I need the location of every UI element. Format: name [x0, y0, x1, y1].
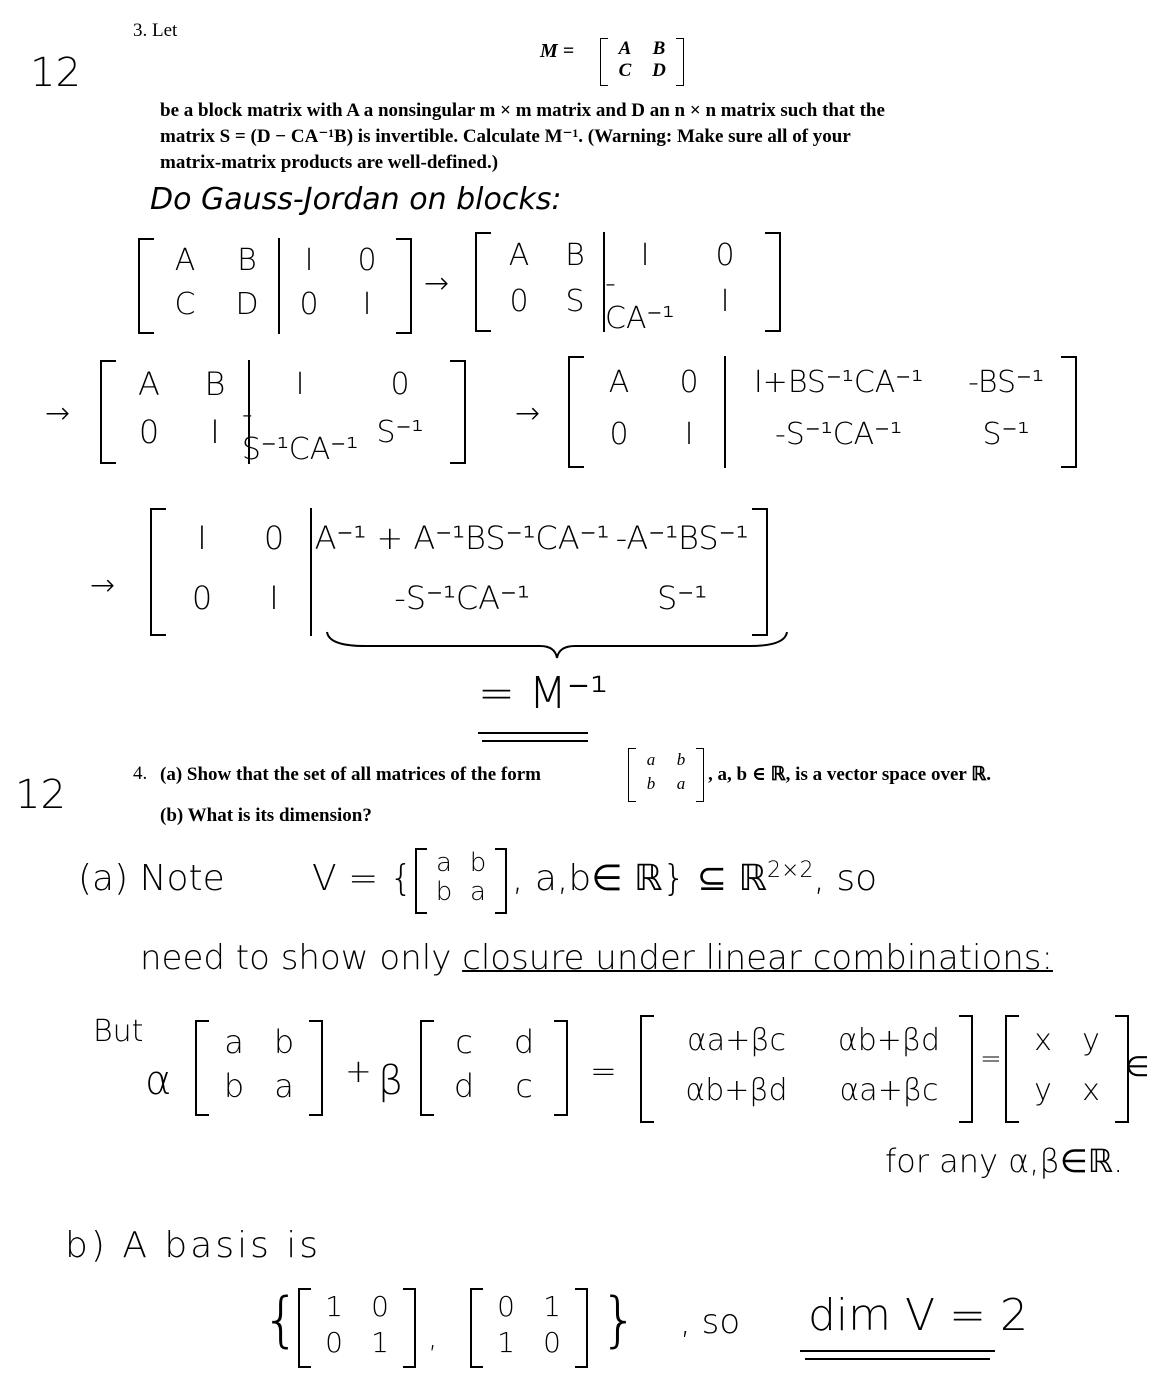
- matrix-cd: [420, 1020, 568, 1116]
- matrix-cell: 0: [325, 1325, 343, 1359]
- matrix-cell: I: [295, 366, 305, 402]
- matrix-cell: 0: [390, 366, 410, 402]
- matrix-cell: a: [470, 876, 486, 907]
- matrix-cell: C: [618, 60, 632, 81]
- matrix-cell: 0: [543, 1325, 561, 1359]
- grade-score-problem-3: 12: [30, 50, 81, 96]
- matrix-cell: A: [618, 38, 632, 59]
- augmented-matrix-step-5: [150, 508, 768, 636]
- matrix-cell: -S⁻¹CA⁻¹: [394, 579, 530, 617]
- matrix-cell: 0: [509, 283, 529, 319]
- matrix-cell: c: [515, 1067, 533, 1105]
- matrix-cell: 0: [191, 579, 213, 617]
- matrix-cell: αb+βd: [837, 1022, 941, 1058]
- equals-sign: =: [980, 1044, 1002, 1074]
- but-label: But: [93, 1014, 144, 1049]
- matrix-cell: S: [565, 283, 585, 319]
- matrix-cell: a: [436, 847, 452, 878]
- matrix-cell: 0: [299, 286, 319, 322]
- matrix-cell: I: [640, 237, 650, 273]
- matrix-cell: αb+βd: [685, 1072, 788, 1108]
- so-text: , so: [680, 1302, 741, 1342]
- matrix-cell: -BS⁻¹: [968, 364, 1044, 400]
- matrix-cell: b: [273, 1023, 295, 1061]
- matrix-cell: A: [138, 365, 160, 403]
- basis-matrix-1: [298, 1288, 416, 1368]
- matrix-cell: a: [676, 774, 686, 793]
- matrix-M-label: M =: [540, 40, 575, 62]
- augmented-matrix-step-4: [568, 356, 1077, 468]
- problem-3-number: [133, 20, 177, 42]
- arrow-icon: →: [90, 568, 116, 603]
- matrix-cell: -A⁻¹BS⁻¹: [615, 519, 749, 557]
- matrix-cell: 0: [497, 1289, 515, 1323]
- matrix-cell: x: [1034, 1022, 1052, 1058]
- set-close-brace: }: [600, 1285, 639, 1355]
- matrix-cell: B: [565, 237, 585, 273]
- matrix-cell: 0: [138, 413, 160, 451]
- matrix-cell: 0: [609, 416, 629, 452]
- solution-4a-label: (a) Note: [78, 858, 225, 899]
- set-V-close: [512, 858, 877, 899]
- matrix-cell: 1: [497, 1325, 515, 1359]
- grade-score-problem-4: 12: [15, 772, 66, 818]
- augmented-matrix-step-1: [138, 238, 412, 334]
- problem-4-part-b: (b) What is its dimension?: [160, 805, 372, 826]
- matrix-cell: I: [210, 413, 220, 451]
- plus-sign: +: [345, 1052, 372, 1090]
- for-any-scalars: for any α,β∈ℝ.: [885, 1142, 1124, 1180]
- comma-separator: ,: [428, 1320, 438, 1355]
- set-V-membership: , a,b∈ ℝ} ⊆ ℝ: [512, 858, 768, 899]
- problem-intro-text: Let: [152, 20, 178, 41]
- matrix-cell: y: [1082, 1022, 1100, 1058]
- beta-scalar: β: [378, 1058, 404, 1104]
- matrix-cell: S⁻¹: [982, 416, 1030, 452]
- matrix-cell: D: [652, 60, 666, 81]
- matrix-cell: I: [684, 416, 694, 452]
- matrix-cell: b: [676, 750, 686, 769]
- dimension-result: dim V = 2: [808, 1290, 1028, 1341]
- matrix-cell: A: [174, 242, 196, 278]
- matrix-cell: I: [304, 242, 314, 278]
- double-underline: [805, 1358, 990, 1360]
- need-text: need to show only: [140, 938, 452, 978]
- double-underline: [800, 1350, 995, 1352]
- matrix-cell: αa+βc: [687, 1022, 786, 1058]
- matrix-cell: d: [513, 1023, 535, 1061]
- set-V-matrix: [415, 848, 507, 914]
- matrix-cell: -S⁻¹CA⁻¹: [774, 416, 903, 452]
- alpha-scalar: α: [145, 1058, 172, 1104]
- matrix-M-definition: [600, 38, 684, 86]
- element-of-symbol: ∈: [1125, 1050, 1150, 1083]
- matrix-cell: a: [646, 750, 656, 769]
- augmented-matrix-step-3: [100, 360, 466, 467]
- matrix-cell: 0: [357, 242, 377, 278]
- matrix-form-definition: [628, 748, 704, 802]
- matrix-cell: d: [453, 1067, 475, 1105]
- matrix-cell: -S⁻¹CA⁻¹: [241, 397, 359, 467]
- matrix-cell: A: [608, 364, 630, 400]
- problem-3-text-line-1: be a block matrix with A a nonsingular m × m matrix and D an n × n matrix such that the: [160, 100, 885, 121]
- matrix-cell: -CA⁻¹: [605, 266, 675, 336]
- matrix-cell: x: [1082, 1072, 1100, 1108]
- problem-4-number: 4.: [133, 763, 148, 784]
- matrix-cell: 1: [543, 1289, 561, 1323]
- matrix-cell: 0: [371, 1289, 389, 1323]
- arrow-icon: →: [515, 396, 541, 431]
- double-underline: [478, 732, 588, 734]
- matrix-cell: B: [237, 242, 257, 278]
- matrix-cell: a: [274, 1067, 294, 1105]
- solution-4a-need-line: [140, 938, 1053, 978]
- matrix-cell: b: [469, 847, 487, 878]
- matrix-cell: B: [652, 38, 666, 59]
- matrix-cell: C: [174, 286, 196, 322]
- solution-3-heading: Do Gauss-Jordan on blocks:: [150, 182, 562, 217]
- matrix-cell: 0: [263, 519, 285, 557]
- matrix-cell: A⁻¹ + A⁻¹BS⁻¹CA⁻¹: [314, 519, 610, 557]
- matrix-cell: 1: [371, 1325, 389, 1359]
- matrix-cell: D: [235, 286, 259, 322]
- set-open-brace: {: [262, 1285, 301, 1355]
- matrix-cell: A: [508, 237, 530, 273]
- problem-4-part-a-text: (a) Show that the set of all matrices of the form: [160, 764, 541, 785]
- matrix-cell: I: [197, 519, 207, 557]
- underbrace-icon: [325, 630, 790, 660]
- matrix-linear-combination: [640, 1015, 973, 1123]
- matrix-cell: b: [223, 1067, 245, 1105]
- problem-number-label: 3.: [133, 20, 148, 41]
- problem-3-text-line-2: matrix S = (D − CA⁻¹B) is invertible. Calculate M⁻¹. (Warning: Make sure all of your: [160, 126, 851, 147]
- matrix-cell: I+BS⁻¹CA⁻¹: [753, 364, 924, 400]
- set-V-open: V = {: [312, 858, 413, 899]
- matrix-cell: 0: [715, 237, 735, 273]
- problem-4-part-a-tail: , a, b ∈ ℝ, is a vector space over ℝ.: [708, 764, 992, 785]
- matrix-cell: b: [435, 876, 453, 907]
- matrix-cell: I: [720, 283, 730, 319]
- matrix-cell: 0: [679, 364, 699, 400]
- matrix-cell: y: [1034, 1072, 1052, 1108]
- problem-4-part-a: [160, 762, 541, 788]
- double-underline: [482, 740, 588, 742]
- arrow-icon: →: [45, 396, 71, 431]
- matrix-cell: 1: [325, 1289, 343, 1323]
- arrow-icon: →: [424, 266, 450, 301]
- matrix-cell: B: [204, 365, 226, 403]
- matrix-cell: a: [224, 1023, 244, 1061]
- solution-4b-label: b) A basis is: [65, 1225, 322, 1266]
- problem-3-text-line-3: matrix-matrix products are well-defined.): [160, 152, 499, 173]
- basis-matrix-2: [470, 1288, 588, 1368]
- matrix-ab: [195, 1020, 323, 1116]
- matrix-cell: αa+βc: [839, 1072, 939, 1108]
- matrix-cell: b: [646, 774, 656, 793]
- augmented-matrix-step-2: [475, 232, 781, 336]
- matrix-cell: c: [455, 1023, 473, 1061]
- matrix-cell: I: [362, 286, 372, 322]
- matrix-cell: I: [269, 579, 279, 617]
- result-M-inverse: = M⁻¹: [478, 668, 608, 719]
- set-V-tail: , so: [813, 858, 878, 899]
- matrix-cell: S⁻¹: [656, 579, 708, 617]
- closure-underlined-text: closure under linear combinations:: [462, 938, 1053, 978]
- equals-sign: =: [590, 1052, 617, 1090]
- matrix-xy: [1005, 1015, 1129, 1123]
- superscript-dimension: 2×2: [767, 858, 814, 883]
- matrix-cell: S⁻¹: [376, 414, 424, 450]
